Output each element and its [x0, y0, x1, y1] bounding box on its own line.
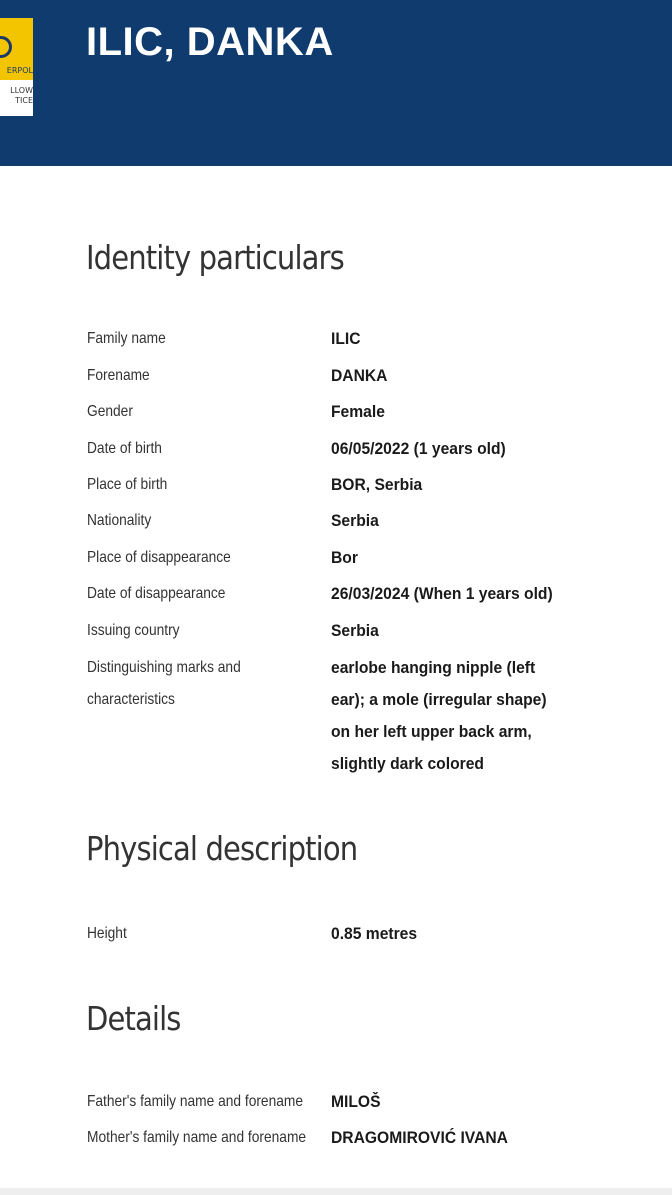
page-title: ILIC, DANKA	[86, 20, 334, 64]
field-label: Father's family name and forename	[87, 1093, 304, 1110]
field-value-line-1: earlobe hanging nipple (left	[331, 658, 536, 677]
field-value: Serbia	[331, 511, 379, 530]
field-label-line-1: Distinguishing marks and	[87, 659, 241, 676]
field-value: 26/03/2024 (When 1 years old)	[331, 584, 553, 603]
field-value: DRAGOMIROVIĆ IVANA	[331, 1128, 508, 1147]
field-label: Family name	[87, 330, 166, 347]
logo-text-top: ERPOL	[6, 66, 33, 75]
field-value: 06/05/2022 (1 years old)	[331, 439, 506, 458]
field-label: Date of birth	[87, 440, 162, 457]
field-value: Serbia	[331, 621, 379, 640]
field-value: Female	[331, 402, 385, 421]
field-value: Bor	[331, 548, 358, 567]
section-title-physical: Physical description	[86, 829, 358, 868]
field-label: Height	[87, 925, 127, 942]
section-title-identity: Identity particulars	[86, 238, 344, 277]
field-label: Place of birth	[87, 476, 168, 493]
section-title-details: Details	[86, 999, 181, 1038]
field-value-line-2: ear); a mole (irregular shape)	[331, 690, 547, 709]
footer-divider	[0, 1188, 672, 1195]
field-label-line-2: characteristics	[87, 691, 175, 708]
logo-text-line-2: TICE	[15, 96, 33, 105]
field-value-line-4: slightly dark colored	[331, 754, 484, 773]
field-value: 0.85 metres	[331, 924, 418, 943]
field-label: Nationality	[87, 512, 152, 529]
field-value: ILIC	[331, 329, 361, 348]
field-value-line-3: on her left upper back arm,	[331, 722, 532, 741]
field-value: MILOŠ	[331, 1092, 381, 1111]
field-label: Date of disappearance	[87, 585, 226, 602]
logo-text-bottom	[0, 86, 33, 106]
field-label: Place of disappearance	[87, 549, 231, 566]
field-value: DANKA	[331, 366, 388, 385]
field-label: Gender	[87, 403, 133, 420]
field-label: Mother's family name and forename	[87, 1129, 307, 1146]
interpol-yellow-notice-logo	[0, 18, 33, 116]
field-label: Issuing country	[87, 622, 180, 639]
page-header	[0, 0, 672, 166]
field-value: BOR, Serbia	[331, 475, 423, 494]
logo-text-line-1: LLOW	[10, 86, 33, 95]
field-label: Forename	[87, 367, 150, 384]
